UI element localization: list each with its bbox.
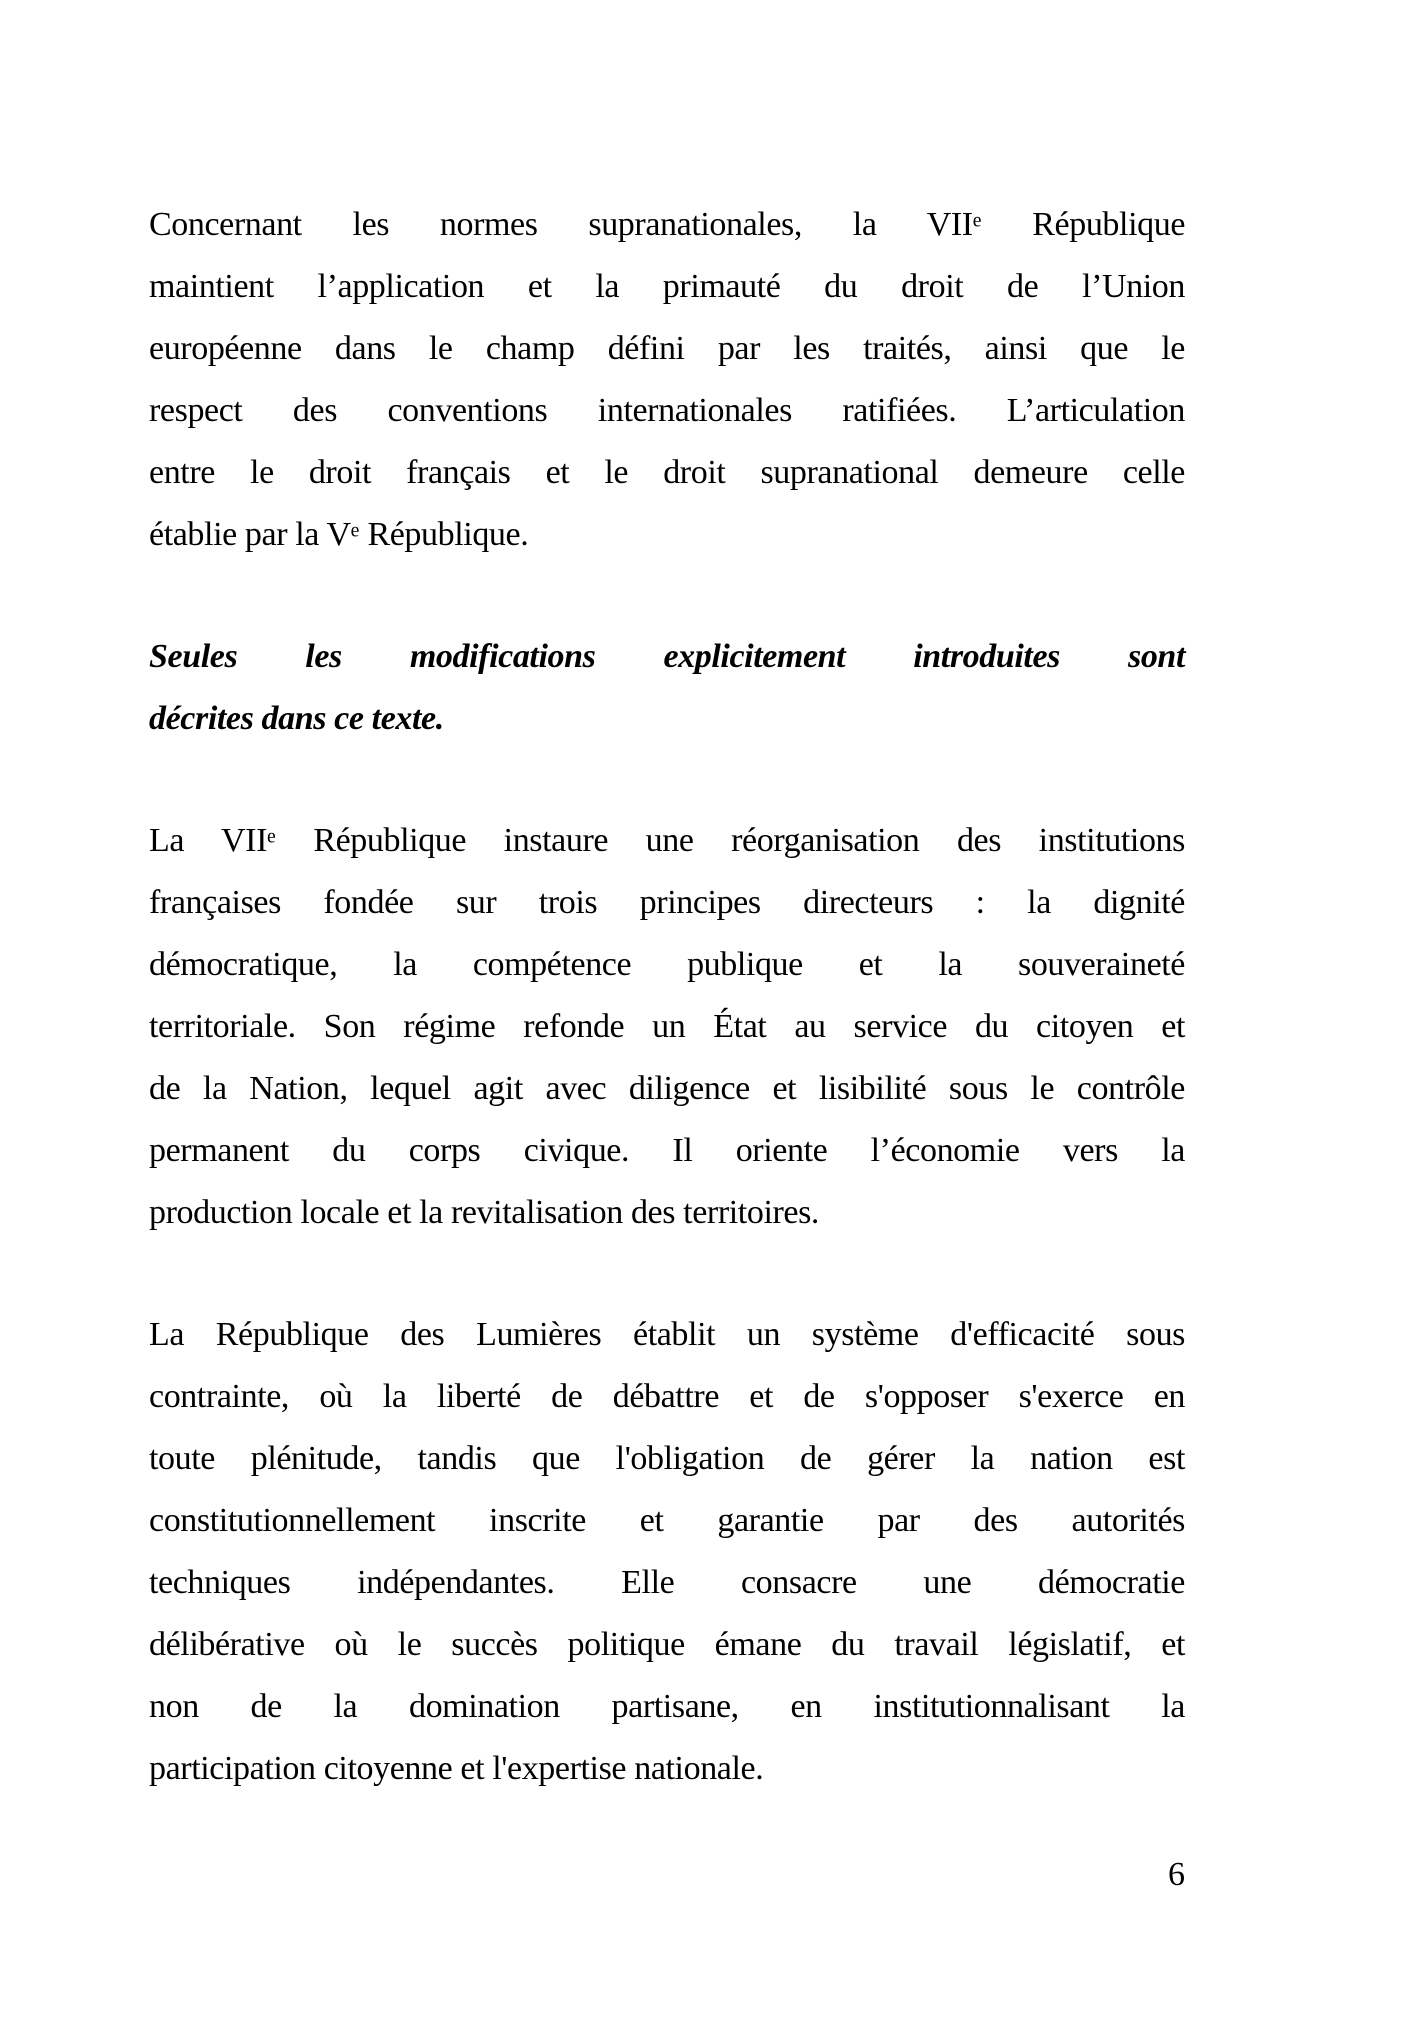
text-line (149, 194, 1185, 256)
text-segment: République (981, 206, 1186, 243)
text-line: techniques indépendantes. Elle consacre une démocratie (149, 1564, 1185, 1601)
text-line: contrainte, où la liberté de débattre et de s'opposer s'exerce en (149, 1378, 1185, 1415)
text-line: territoriale. Son régime refonde un État au service du citoyen et (149, 1008, 1185, 1045)
text-line: européenne dans le champ défini par les traités, ainsi que le (149, 330, 1185, 367)
text-line: françaises fondée sur trois principes directeurs : la dignité (149, 884, 1185, 921)
text-segment: République. (359, 516, 529, 553)
ordinal-superscript: e (267, 825, 276, 848)
text-line: délibérative où le succès politique émane du travail législatif, et (149, 1626, 1185, 1663)
text-line: toute plénitude, tandis que l'obligation de gérer la nation est (149, 1440, 1185, 1477)
text-line: respect des conventions internationales ratifiées. L’articulation (149, 392, 1185, 429)
text-line (149, 504, 1185, 566)
page-content (149, 194, 1185, 1906)
text-line: participation citoyenne et l'expertise nationale. (149, 1750, 764, 1787)
text-segment: La VII (149, 822, 268, 859)
text-line: non de la domination partisane, en institutionnalisant la (149, 1688, 1185, 1725)
text-line: démocratique, la compétence publique et la souveraineté (149, 946, 1185, 983)
text-segment: Concernant les normes supranationales, la VII (149, 206, 973, 243)
text-segment: établie par la V (149, 516, 351, 553)
ordinal-superscript: e (972, 209, 982, 232)
text-line: entre le droit français et le droit supranational demeure celle (149, 454, 1185, 491)
text-line (149, 810, 1185, 872)
text-line: maintient l’application et la primauté du droit de l’Union (149, 268, 1185, 305)
paragraph-emphasis-note (149, 626, 1185, 750)
text-line: Seules les modifications explicitement introduites sont (149, 638, 1185, 675)
ordinal-superscript: e (350, 519, 360, 542)
text-segment: République instaure une réorganisation des institutions (275, 822, 1185, 859)
paragraph-republique-des-lumieres (149, 1304, 1185, 1800)
text-line: constitutionnellement inscrite et garantie par des autorités (149, 1502, 1185, 1539)
text-line: décrites dans ce texte. (149, 700, 444, 737)
text-line: La République des Lumières établit un système d'efficacité sous (149, 1316, 1185, 1353)
text-line: production locale et la revitalisation des territoires. (149, 1194, 820, 1231)
page-number: 6 (1168, 1856, 1185, 1893)
paragraph-reorganisation-principles (149, 810, 1185, 1244)
paragraph-supranational-norms (149, 194, 1185, 566)
text-line: de la Nation, lequel agit avec diligence et lisibilité sous le contrôle (149, 1070, 1185, 1107)
text-line: permanent du corps civique. Il oriente l’économie vers la (149, 1132, 1185, 1169)
